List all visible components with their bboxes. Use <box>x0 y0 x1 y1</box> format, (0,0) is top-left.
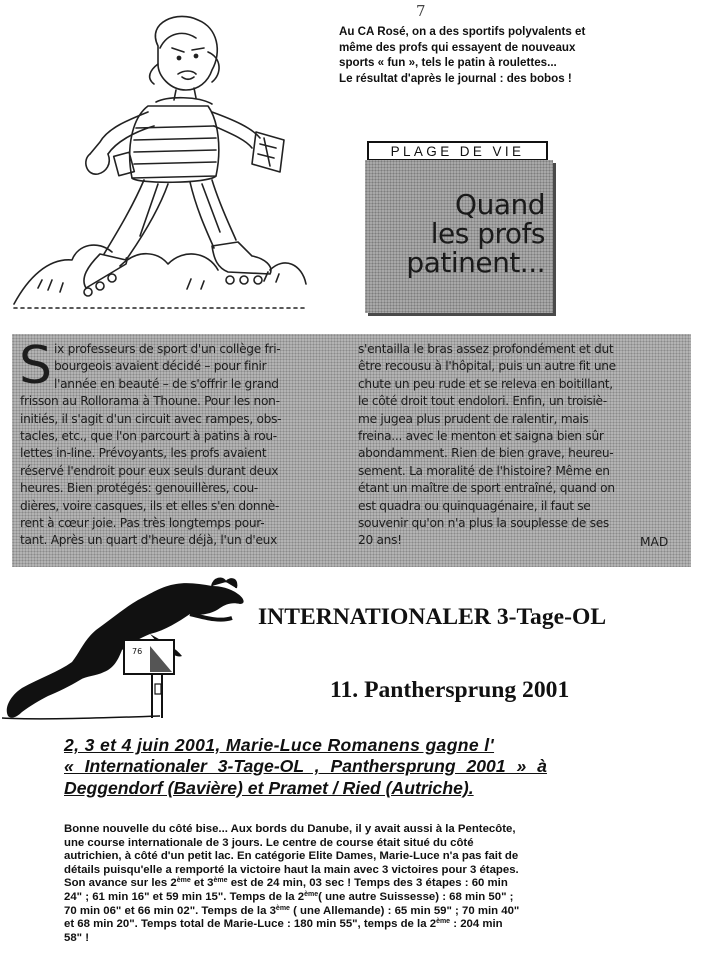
article-line: l'année en beauté – de s'offrir le grand <box>54 376 279 391</box>
article-line: sement. La moralité de l'histoire? Même en <box>358 463 610 478</box>
body-line <box>64 891 664 905</box>
body-fragment: et 3 <box>190 877 214 890</box>
article-line: heures. Bien protégés: genouillères, cou- <box>20 481 259 496</box>
article-line: chute un peu rude et se releva en boitillant, <box>358 376 613 391</box>
body-fragment: Son avance sur les 2 <box>64 877 177 890</box>
body-fragment: 24" ; 61 min 16" et 59 min 15". Temps de la 2 <box>64 890 305 903</box>
skater-illustration <box>8 8 308 320</box>
article-line: s'entailla le bras assez profondément et dut <box>358 342 614 356</box>
intro-line: même des profs qui essayent de nouveaux <box>339 40 576 54</box>
body-line: Bonne nouvelle du côté bise... Aux bords du Danube, il y avait aussi à la Pentecôte, <box>64 823 516 835</box>
ordinal-suffix: ème <box>213 877 228 885</box>
article-title <box>406 190 545 277</box>
headline-line: Deggendorf (Bavière) et Pramet / Ried (Autriche). <box>64 777 474 798</box>
article-line: bourgeois avaient décidé – pour finir <box>54 359 267 374</box>
body-fragment: ( une Allemande) : 65 min 59" ; 70 min 40" <box>289 904 520 917</box>
result-headline <box>64 735 654 799</box>
article-line: 20 ans! <box>358 533 402 548</box>
article-line: abondamment. Rien de bien grave, heureu- <box>358 446 614 461</box>
article-line: dières, voire casques, ils et elles s'en donnè- <box>20 498 280 513</box>
article-line: ix professeurs de sport d'un collège fri- <box>54 342 281 356</box>
body-line: une course internationale de 3 jours. Le centre de course était situé du côté <box>64 836 474 849</box>
ordinal-suffix: ème <box>176 877 191 885</box>
article-signature: MAD <box>640 535 669 549</box>
article-left-column <box>19 336 345 550</box>
headline-line: 2, 3 et 4 juin 2001, Marie-Luce Romanens gagne l' <box>64 735 495 755</box>
article-line: rent à cœur joie. Pas très longtemps pour- <box>20 516 265 531</box>
article-line: tacles, etc., que l'on parcourt à patins à rou- <box>20 429 277 444</box>
article-line: être recousu à l'hôpital, puis un autre fit une <box>358 359 616 374</box>
intro-line: Le résultat d'après le journal : des bobos ! <box>339 71 572 85</box>
body-line <box>64 918 664 932</box>
article-line: souvenir qu'on n'a plus la souplesse de ses <box>358 516 609 531</box>
article-line: initiés, il s'agit d'un circuit avec rampes, obs- <box>20 411 282 426</box>
article-line: est quadra ou quinquagénaire, il faut se <box>358 498 591 513</box>
event-title: INTERNATIONALER 3-Tage-OL <box>258 604 607 630</box>
intro-text <box>339 24 669 86</box>
body-fragment: et 68 min 20". Temps total de Marie-Luce : 180 min 55", temps de la 2 <box>64 918 437 931</box>
headline-line: « Internationaler 3-Tage-OL , Panthersprung 2001 » à <box>64 756 547 777</box>
control-sign-number: 76 <box>132 647 143 656</box>
title-line: les profs <box>430 217 545 250</box>
article-line: frisson au Rollorama à Thoune. Pour les non- <box>20 394 280 409</box>
body-line: 58" ! <box>64 931 90 944</box>
plage-de-vie-label: PLAGE DE VIE <box>367 141 548 161</box>
page-number: 7 <box>416 2 426 20</box>
panther-logo <box>0 568 250 728</box>
body-fragment: ( une autre Suissesse) : 68 min 50" ; <box>318 890 514 903</box>
body-line <box>64 877 664 891</box>
article-line: étant un maître de sport entraîné, quand on <box>358 481 615 496</box>
ordinal-suffix: ème <box>436 918 451 926</box>
body-fragment: est de 24 min, 03 sec ! Temps des 3 étapes : 60 min <box>227 877 508 890</box>
body-line: autrichien, à côté d'un petit lac. En catégorie Elite Dames, Marie-Luce n'a pas fait de <box>64 850 519 863</box>
body-line: détails puisqu'elle a remporté la victoire haut la main avec 3 victoires pour 3 étapes. <box>64 863 519 876</box>
title-line: patinent... <box>406 246 545 279</box>
plage-de-vie-box <box>365 160 553 313</box>
result-body <box>64 823 664 945</box>
body-fragment: 70 min 06" et 66 min 02". Temps de la 3 <box>64 904 276 917</box>
article-line: tant. Après un quart d'heure déjà, l'un d'eux <box>20 533 278 548</box>
body-line <box>64 905 664 919</box>
drop-cap: S <box>19 336 53 396</box>
article-line: lettes in-line. Prévoyants, les profs avaient <box>20 446 267 461</box>
article-line: le côté droit tout endolori. Enfin, un troisiè- <box>358 394 607 409</box>
intro-line: sports « fun », tels le patin à roulettes... <box>339 56 557 69</box>
ordinal-suffix: ème <box>304 890 319 898</box>
intro-line: Au CA Rosé, on a des sportifs polyvalents et <box>339 25 586 38</box>
ordinal-suffix: ème <box>275 904 290 912</box>
article-line: freina... avec le menton et saigna bien sûr <box>358 429 604 444</box>
article-right-column <box>358 341 683 550</box>
article-line: réservé l'endroit pour eux seuls durant deux <box>20 463 279 478</box>
article-line: me jugea plus prudent de ralentir, mais <box>358 411 589 426</box>
title-line: Quand <box>455 188 545 221</box>
event-subtitle: 11. Panthersprung 2001 <box>330 677 570 703</box>
body-fragment: : 204 min <box>450 918 503 931</box>
